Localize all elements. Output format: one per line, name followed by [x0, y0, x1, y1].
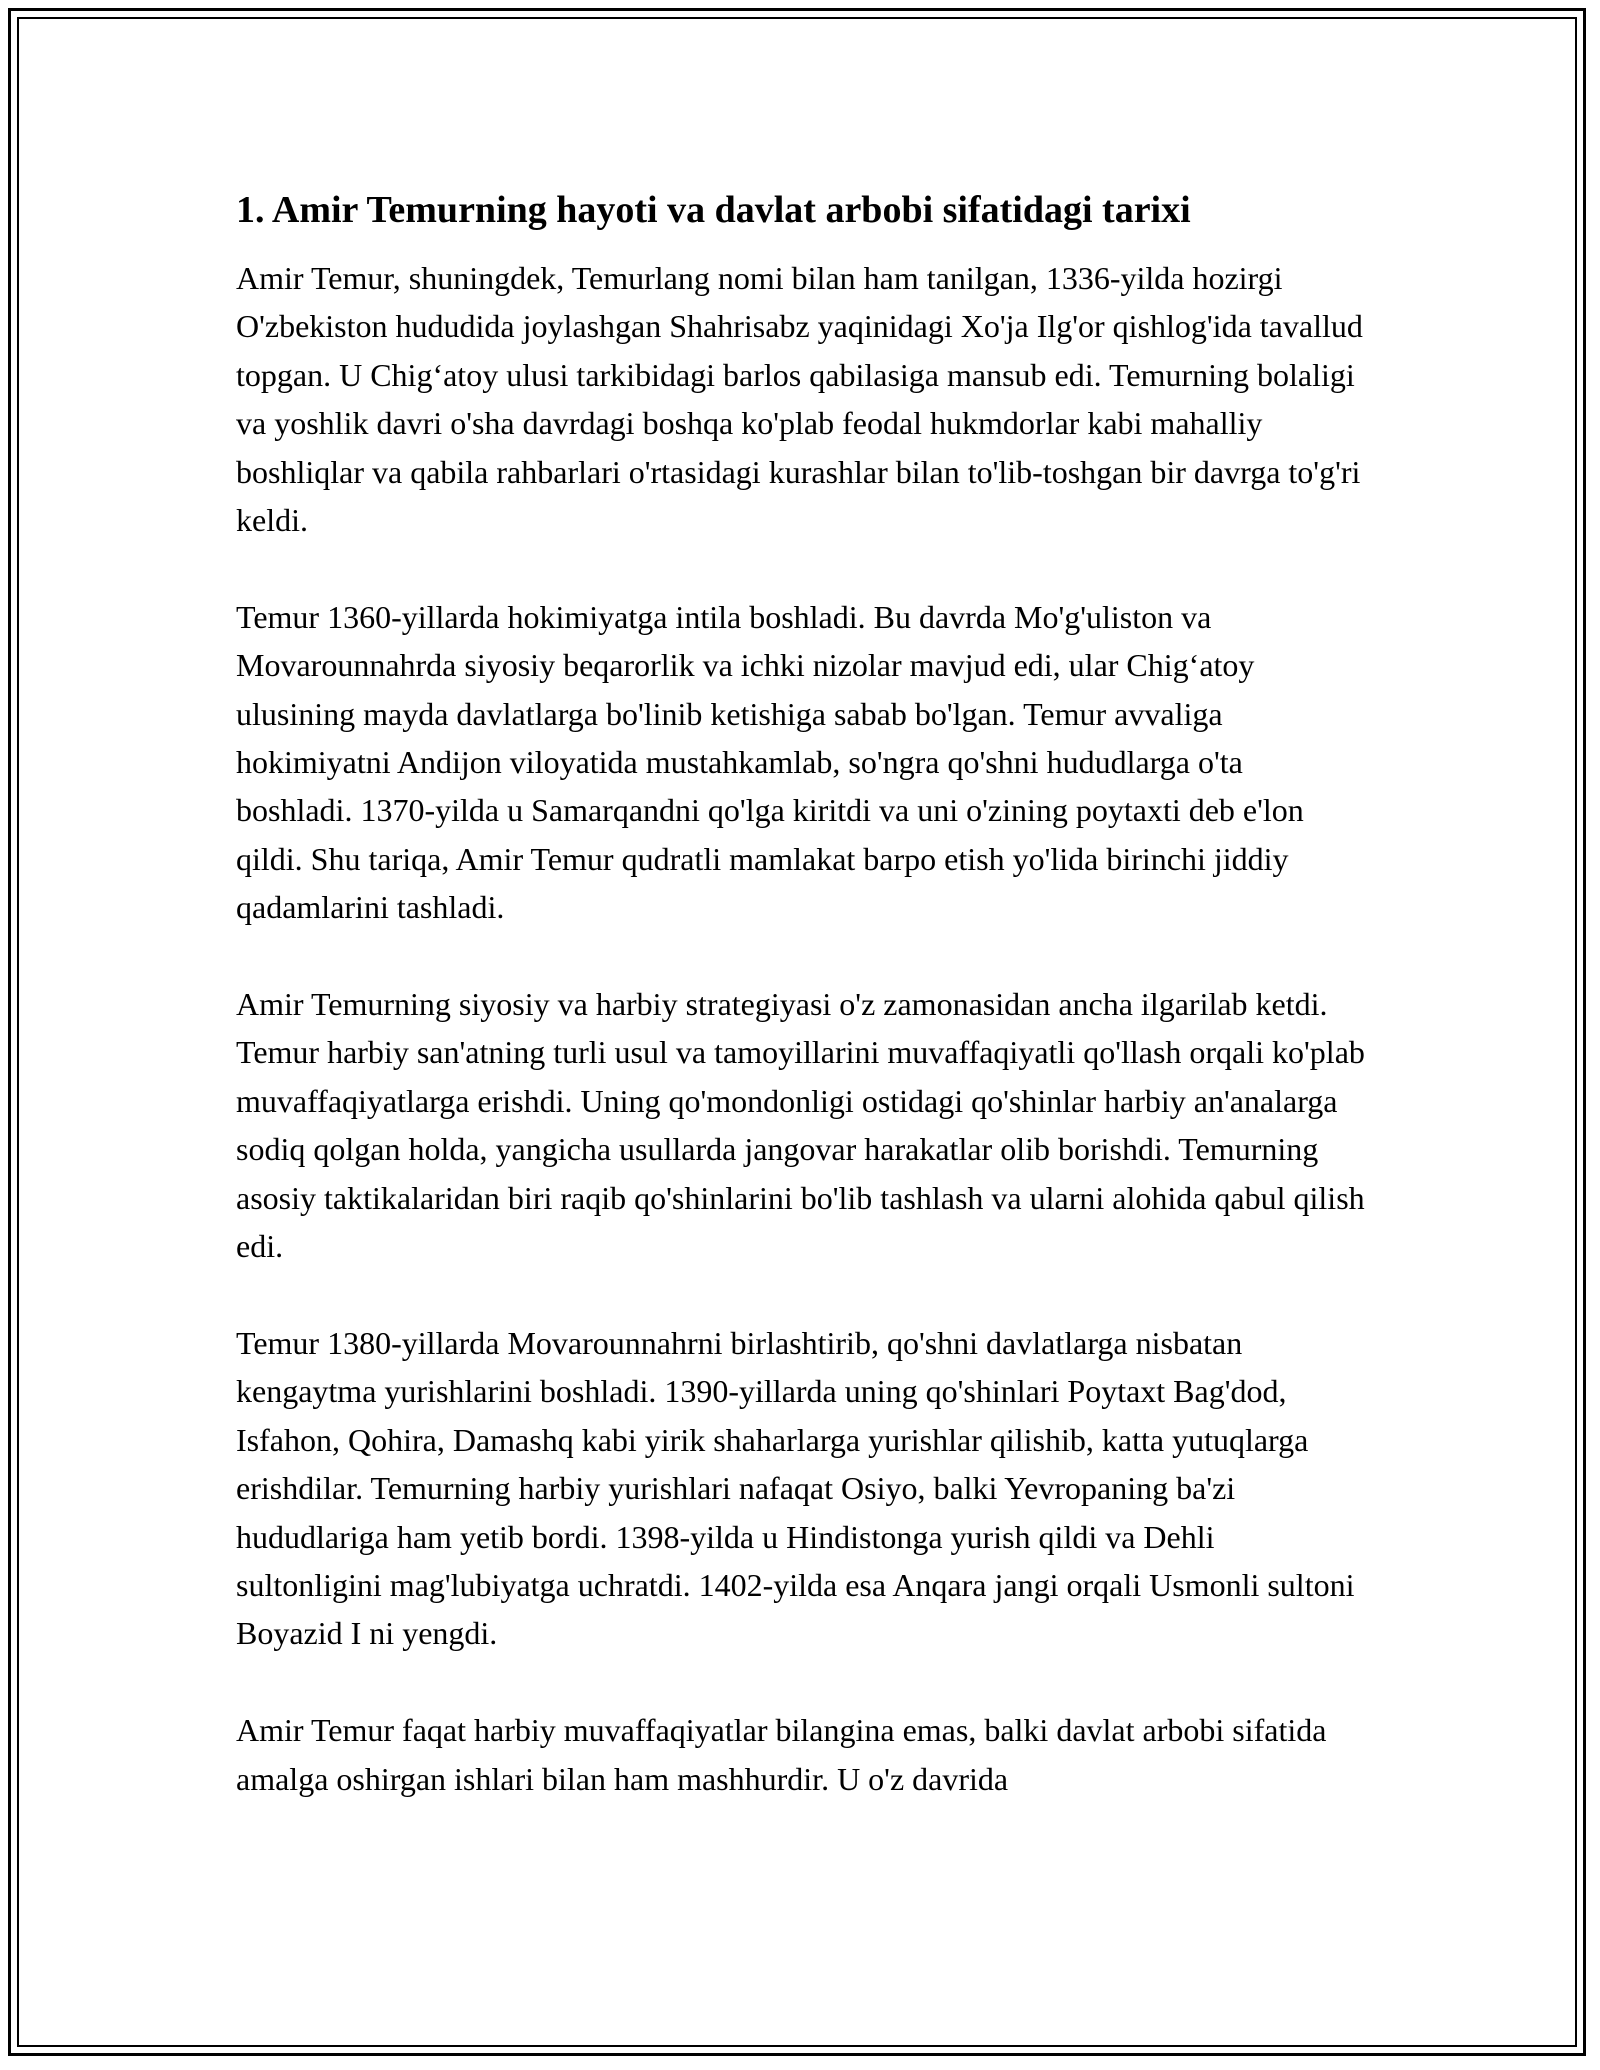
section-heading: 1. Amir Temurning hayoti va davlat arbobi sifatidagi tarixi [236, 189, 1191, 231]
paragraph-3: Amir Temurning siyosiy va harbiy strategiyasi o'z zamonasidan ancha ilgarilab ketdi. Temur harbiy san'atning turli usul va tamoyillarini muvaffaqiyatli qo'llash orqali ko'plab muvaffaqiyatlarga erishdi. Uning qo'mondonligi ostidagi qo'shinlar harbiy an'analarga sodiq qolgan holda, yangicha usullarda jangovar harakatlar olib borishdi. Temurning asosiy taktikalaridan biri raqib qo'shinlarini bo'lib tashlash va ularni alohida qabul qilish edi. [236, 986, 1365, 1265]
paragraph-4: Temur 1380-yillarda Movarounnahrni birlashtirib, qo'shni davlatlarga nisbatan kengaytma yurishlarini boshladi. 1390-yillarda uning qo'shinlari Poytaxt Bag'dod, Isfahon, Qohira, Damashq kabi yirik shaharlarga yurishlar qilishib, katta yutuqlarga erishdilar. Temurning harbiy yurishlari nafaqat Osiyo, balki Yevropaning ba'zi hududlariga ham yetib bordi. 1398-yilda u Hindistonga yurish qildi va Dehli sultonligini mag'lubiyatga uchratdi. 1402-yilda esa Anqara jangi orqali Usmonli sultoni Boyazid I ni yengdi. [236, 1324, 1355, 1652]
paragraph-2: Temur 1360-yillarda hokimiyatga intila boshladi. Bu davrda Mo'g'uliston va Movarounnahrda siyosiy beqarorlik va ichki nizolar mavjud edi, ular Chig‘atoy ulusining mayda davlatlarga bo'linib ketishiga sabab bo'lgan. Temur avvaliga hokimiyatni Andijon viloyatida mustahkamlab, so'ngra qo'shni hududlarga o'ta boshladi. 1370-yilda u Samarqandni qo'lga kiritdi va uni o'zining poytaxti deb e'lon qildi. Shu tariqa, Amir Temur qudratli mamlakat barpo etish yo'lida birinchi jiddiy qadamlarini tashladi. [236, 598, 1304, 926]
paragraph-5: Amir Temur faqat harbiy muvaffaqiyatlar bilangina emas, balki davlat arbobi sifatida amalga oshirgan ishlari bilan ham mashhurdir. U o'z davrida [236, 1712, 1327, 1797]
document-body [236, 186, 1366, 1803]
paragraph-1: Amir Temur, shuningdek, Temurlang nomi bilan ham tanilgan, 1336-yilda hozirgi O'zbekiston hududida joylashgan Shahrisabz yaqinidagi Xo'ja Ilg'or qishlog'ida tavallud topgan. U Chig‘atoy ulusi tarkibidagi barlos qabilasiga mansub edi. Temurning bolaligi va yoshlik davri o'sha davrdagi boshqa ko'plab feodal hukmdorlar kabi mahalliy boshliqlar va qabila rahbarlari o'rtasidagi kurashlar bilan to'lib-toshgan bir davrga to'g'ri keldi. [236, 260, 1363, 539]
